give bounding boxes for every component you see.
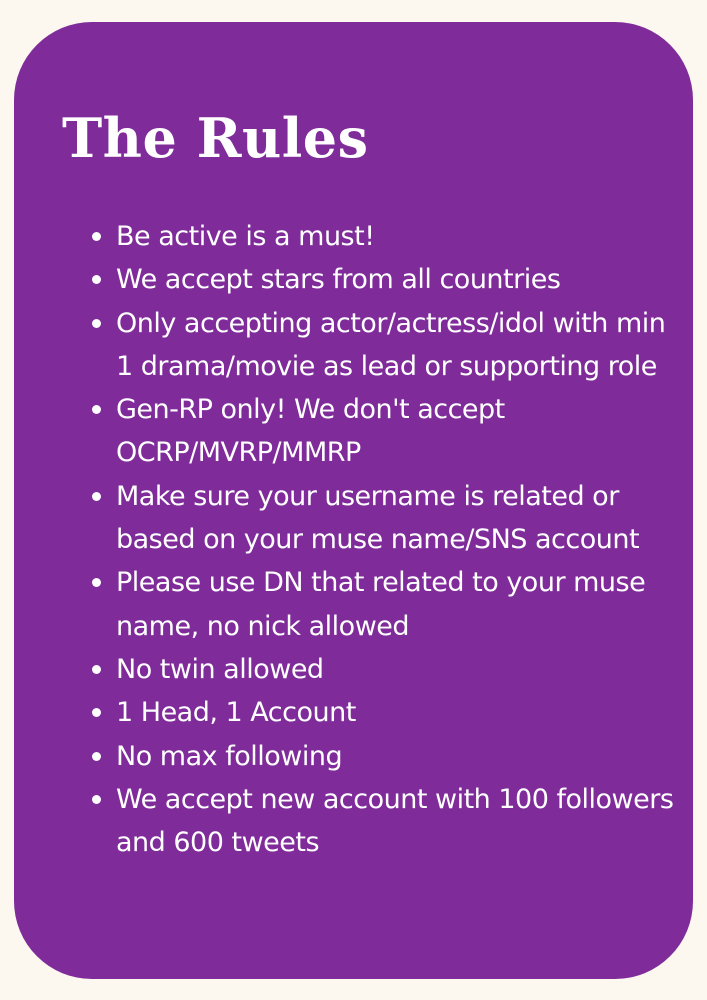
rule-text: No twin allowed	[116, 653, 324, 685]
rule-item	[88, 735, 678, 778]
rule-item	[88, 388, 678, 475]
bullet-icon	[92, 708, 101, 717]
rule-text: 1 Head, 1 Account	[116, 697, 356, 729]
rule-item	[88, 778, 678, 865]
rule-item	[88, 648, 678, 691]
rule-text: We accept new account with 100 followers and 600 tweets	[116, 783, 674, 859]
rule-text: Please use DN that related to your muse name, no nick allowed	[116, 567, 646, 642]
bullet-icon	[92, 405, 101, 414]
rule-text: Make sure your username is related or based on your muse name/SNS account	[116, 480, 640, 556]
rule-item	[88, 561, 678, 648]
rule-text: Be active is a must!	[116, 221, 375, 252]
bullet-icon	[92, 795, 101, 804]
bullet-icon	[92, 492, 101, 501]
rule-item	[88, 302, 678, 389]
rule-item	[88, 691, 678, 734]
bullet-icon	[92, 665, 101, 674]
bullet-icon	[92, 578, 101, 587]
rule-text: We accept stars from all countries	[116, 264, 561, 296]
bullet-icon	[92, 275, 101, 284]
rule-item	[88, 258, 678, 301]
rule-item	[88, 215, 678, 258]
rule-text: No max following	[116, 740, 343, 772]
rules-list	[88, 215, 678, 864]
bullet-icon	[92, 232, 101, 241]
bullet-icon	[92, 752, 101, 761]
rules-card	[14, 22, 693, 979]
rule-text: Gen-RP only! We don't accept OCRP/MVRP/MMRP	[116, 394, 505, 469]
rule-item	[88, 475, 678, 562]
page-title: The Rules	[62, 106, 369, 170]
rule-text: Only accepting actor/actress/idol with min 1 drama/movie as lead or supporting role	[116, 307, 666, 382]
bullet-icon	[92, 319, 101, 328]
